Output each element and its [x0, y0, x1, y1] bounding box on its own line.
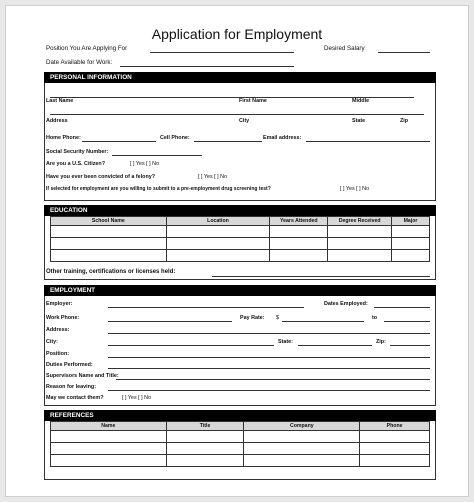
cell-phone-input[interactable] [194, 141, 262, 142]
felony-checkboxes[interactable]: [ ] Yes [ ] No [198, 174, 228, 180]
salary-label: Desired Salary [324, 45, 365, 52]
state-label: State [352, 118, 366, 124]
references-table [50, 421, 430, 467]
employer-zip-label: Zip: [376, 339, 386, 345]
to-label: to [372, 315, 378, 321]
home-phone-input[interactable] [82, 141, 156, 142]
duties-input[interactable] [108, 368, 430, 369]
middle-label: Middle [352, 98, 370, 104]
contact-checkboxes[interactable]: [ ] Yes [ ] No [122, 395, 152, 401]
employer-zip-input[interactable] [390, 345, 430, 346]
email-label: Email address: [263, 135, 302, 141]
education-header: EDUCATION [44, 205, 436, 216]
work-phone-label: Work Phone: [46, 315, 80, 321]
table-row[interactable] [51, 455, 430, 467]
citizen-checkboxes[interactable]: [ ] Yes [ ] No [130, 161, 160, 167]
date-available-label: Date Available for Work: [46, 59, 113, 66]
other-training-label: Other training, certifications or licenses held: [46, 269, 176, 275]
pay-rate-label: Pay Rate: [240, 315, 265, 321]
reason-leaving-input[interactable] [108, 390, 430, 391]
employer-state-input[interactable] [298, 345, 372, 346]
col-school-name: School Name [51, 217, 167, 226]
email-input[interactable] [306, 141, 430, 142]
date-available-input[interactable] [120, 66, 294, 67]
supervisor-input[interactable] [116, 379, 430, 380]
home-phone-label: Home Phone: [46, 135, 81, 141]
position-input[interactable] [150, 52, 294, 53]
drug-test-checkboxes[interactable]: [ ] Yes [ ] No [340, 186, 370, 192]
last-name-label: Last Name [46, 98, 74, 104]
employer-state-label: State: [278, 339, 293, 345]
employer-address-input[interactable] [108, 333, 430, 334]
dates-employed-input[interactable] [374, 307, 430, 308]
employer-city-input[interactable] [108, 345, 274, 346]
col-major: Major [392, 217, 430, 226]
table-row[interactable] [51, 443, 430, 455]
citizen-label: Are you a U.S. Citizen? [46, 161, 106, 167]
dates-employed-label: Dates Employed: [324, 301, 368, 307]
education-table [50, 216, 430, 262]
drug-test-label: If selected for employment are you willing to submit to a pre-employment drug screening test? [46, 186, 271, 192]
table-row[interactable] [51, 226, 430, 238]
employment-header: EMPLOYMENT [44, 285, 436, 296]
table-row[interactable] [51, 431, 430, 443]
col-years-attended: Years Attended [270, 217, 328, 226]
job-position-label: Position: [46, 351, 70, 357]
col-ref-phone: Phone [360, 422, 430, 431]
other-training-input[interactable] [212, 276, 430, 277]
pay-rate-input[interactable] [282, 321, 364, 322]
job-position-input[interactable] [108, 357, 430, 358]
references-header: REFERENCES [44, 410, 436, 421]
col-degree-received: Degree Received [328, 217, 392, 226]
col-ref-company: Company [244, 422, 360, 431]
col-ref-title: Title [166, 422, 244, 431]
felony-label: Have you ever been convicted of a felony? [46, 174, 156, 180]
address-input-line[interactable] [50, 114, 424, 115]
dollar-sign: $ [276, 315, 279, 321]
first-name-label: First Name [239, 98, 267, 104]
position-label: Position You Are Applying For [46, 45, 128, 52]
employer-address-label: Address: [46, 327, 70, 333]
duties-label: Duties Performed: [46, 362, 93, 368]
employer-input[interactable] [108, 307, 304, 308]
address-label: Address [46, 118, 68, 124]
ssn-label: Social Security Number: [46, 149, 109, 155]
ssn-input[interactable] [112, 155, 202, 156]
zip-label: Zip [400, 118, 409, 124]
form-title: Application for Employment [151, 26, 323, 42]
application-form [5, 5, 469, 497]
city-label: City [239, 118, 250, 124]
employer-city-label: City: [46, 339, 58, 345]
work-phone-input[interactable] [108, 321, 232, 322]
contact-label: May we contact them? [46, 395, 104, 401]
salary-input[interactable] [378, 52, 430, 53]
col-ref-name: Name [51, 422, 167, 431]
table-row[interactable] [51, 250, 430, 262]
table-row[interactable] [51, 238, 430, 250]
personal-info-header: PERSONAL INFORMATION [44, 72, 436, 83]
employer-label: Employer: [46, 301, 73, 307]
dates-to-input[interactable] [384, 321, 430, 322]
col-location: Location [166, 217, 270, 226]
reason-leaving-label: Reason for leaving: [46, 384, 97, 390]
supervisor-label: Supervisors Name and Title: [46, 373, 119, 379]
cell-phone-label: Cell Phone: [160, 135, 190, 141]
